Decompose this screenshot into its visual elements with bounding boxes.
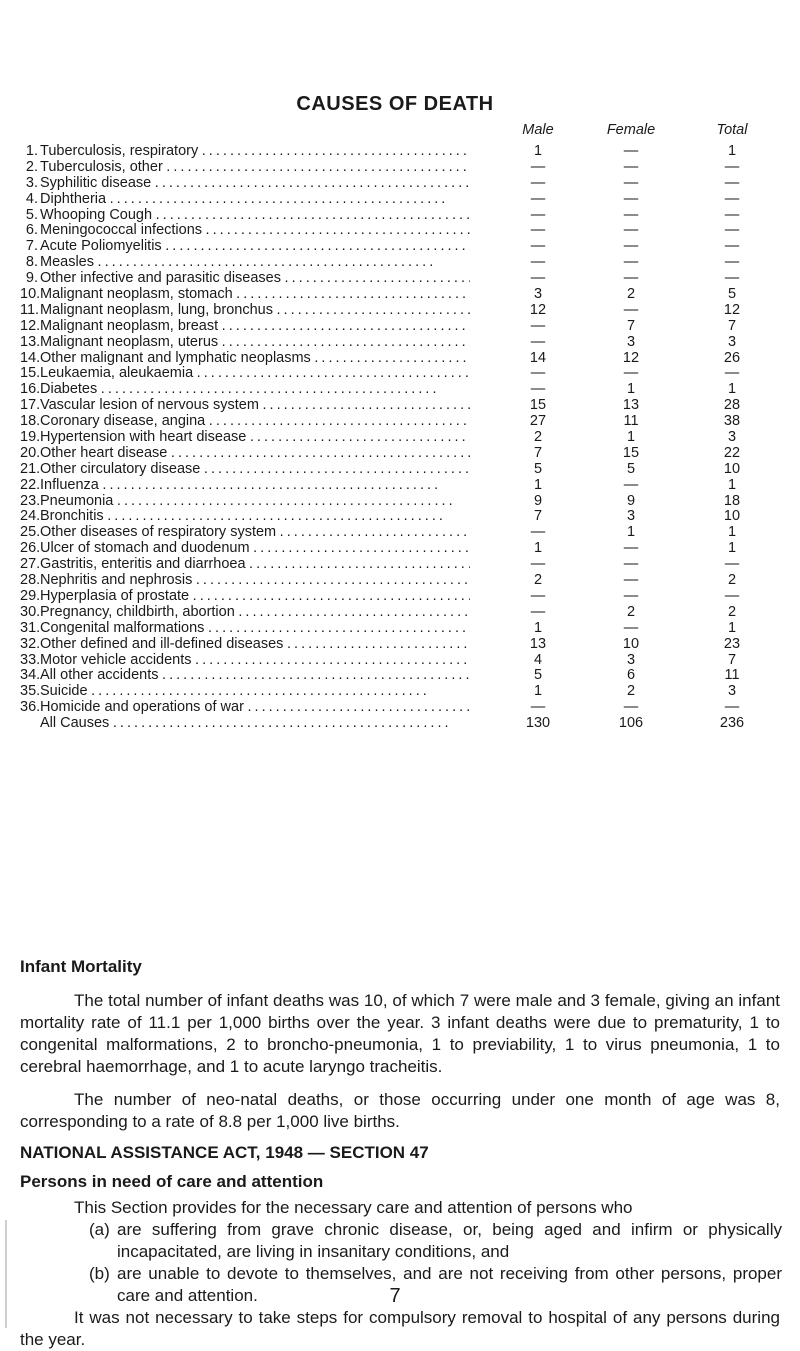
male-value: 27 <box>529 413 547 430</box>
table-row <box>20 541 780 557</box>
total-value: 3 <box>727 429 737 446</box>
total-value: 26 <box>723 349 741 366</box>
female-value: — <box>623 270 639 287</box>
list-marker-b: (b) <box>89 1264 110 1283</box>
male-value: — <box>530 190 546 207</box>
row-number: 35. <box>20 683 41 700</box>
table-row <box>20 509 780 525</box>
table-row <box>20 144 780 160</box>
male-value: 2 <box>533 429 543 446</box>
assistance-closing: It was not necessary to take steps for compulsory removal to hospital of any persons during the year. <box>20 1308 780 1349</box>
total-value: — <box>724 238 740 255</box>
total-value: — <box>724 254 740 271</box>
table-row <box>20 653 780 669</box>
table-row <box>20 303 780 319</box>
row-number: 27. <box>20 556 41 573</box>
cause-label: Coronary disease, angina . . . <box>40 414 470 430</box>
female-value: — <box>623 365 639 382</box>
row-number: 34. <box>20 667 41 684</box>
row-number: 26. <box>20 540 41 557</box>
row-number: 33. <box>20 651 41 668</box>
total-value: 28 <box>723 397 741 414</box>
row-number: 18. <box>20 413 41 430</box>
row-number: 5. <box>25 206 38 223</box>
female-value: — <box>623 301 639 318</box>
row-number: 12. <box>20 317 41 334</box>
row-number: 3. <box>25 174 38 191</box>
cause-label: Bronchitis . . . <box>40 509 470 525</box>
infant-mortality-heading: Infant Mortality <box>20 957 142 976</box>
row-number: 4. <box>25 190 38 207</box>
total-value: 22 <box>723 444 741 461</box>
row-number: 10. <box>20 286 41 303</box>
female-value: 7 <box>626 317 636 334</box>
female-value: 2 <box>626 683 636 700</box>
total-value: 2 <box>727 572 737 589</box>
cause-label: Hypertension with heart disease . . . <box>40 430 470 446</box>
table-body <box>20 144 780 732</box>
female-value: — <box>623 222 639 239</box>
male-value: 4 <box>533 651 543 668</box>
total-value: 23 <box>723 635 741 652</box>
female-value: — <box>623 540 639 557</box>
scan-edge-line <box>5 1220 7 1328</box>
cause-label: Other heart disease . . . <box>40 446 470 462</box>
male-value: 5 <box>533 667 543 684</box>
table-row <box>20 223 780 239</box>
total-value: — <box>724 158 740 175</box>
total-value: — <box>724 699 740 716</box>
table-row <box>20 414 780 430</box>
table-row <box>20 589 780 605</box>
female-value: 3 <box>626 651 636 668</box>
female-value: 2 <box>626 603 636 620</box>
total-value: 1 <box>727 619 737 636</box>
cause-label: All other accidents . . . <box>40 668 470 684</box>
assistance-intro: This Section provides for the necessary care and attention of persons who <box>74 1198 633 1217</box>
table-row <box>20 525 780 541</box>
page-title: CAUSES OF DEATH <box>296 93 494 115</box>
female-value: 6 <box>626 667 636 684</box>
table-row <box>20 382 780 398</box>
cause-label: Hyperplasia of prostate . . . <box>40 589 470 605</box>
male-value: — <box>530 365 546 382</box>
male-value: 1 <box>533 619 543 636</box>
cause-label: Homicide and operations of war . . . <box>40 700 470 716</box>
table-row <box>20 700 780 716</box>
female-value: 13 <box>622 397 640 414</box>
row-number: 13. <box>20 333 41 350</box>
male-value: 1 <box>533 476 543 493</box>
male-value: — <box>530 699 546 716</box>
male-value: — <box>530 270 546 287</box>
total-value: 1 <box>727 381 737 398</box>
female-value: 2 <box>626 286 636 303</box>
table-row <box>20 462 780 478</box>
cause-label: Meningococcal infections . . . <box>40 223 470 239</box>
row-number: 6. <box>25 222 38 239</box>
male-value: — <box>530 524 546 541</box>
female-value: 3 <box>626 508 636 525</box>
female-value: — <box>623 143 639 159</box>
row-number: 31. <box>20 619 41 636</box>
table-row <box>20 573 780 589</box>
cause-label: Influenza . . . <box>40 478 470 494</box>
male-value: 7 <box>533 444 543 461</box>
male-value: — <box>530 206 546 223</box>
assistance-heading: NATIONAL ASSISTANCE ACT, 1948 — SECTION 47 <box>20 1143 429 1162</box>
total-value: 7 <box>727 317 737 334</box>
table-row <box>20 208 780 224</box>
total-value: 5 <box>727 286 737 303</box>
table-row <box>20 366 780 382</box>
row-number: 7. <box>25 238 38 255</box>
table-row <box>20 398 780 414</box>
cause-label: Malignant neoplasm, lung, bronchus . . . <box>40 303 470 319</box>
table-row <box>20 239 780 255</box>
infant-paragraph-2: The number of neo-natal deaths, or those occurring under one month of age was 8, corresponding to a rate of 8.8 per 1,000 live births. <box>20 1090 780 1131</box>
total-value: 3 <box>727 333 737 350</box>
total-value: — <box>724 222 740 239</box>
table-row <box>20 557 780 573</box>
row-number: 15. <box>20 365 41 382</box>
female-value: — <box>623 619 639 636</box>
table-row <box>20 176 780 192</box>
table-header <box>20 122 780 144</box>
cause-label: All Causes . . . <box>40 716 470 732</box>
cause-label: Acute Poliomyelitis . . . <box>40 239 470 255</box>
total-value: 2 <box>727 603 737 620</box>
table-row <box>20 255 780 271</box>
total-value: 18 <box>723 492 741 509</box>
cause-label: Diabetes . . . <box>40 382 470 398</box>
cause-label: Nephritis and nephrosis . . . <box>40 573 470 589</box>
cause-label: Other infective and parasitic diseases . . . <box>40 271 470 287</box>
female-value: 1 <box>626 429 636 446</box>
total-value: 236 <box>719 715 745 732</box>
table-row <box>20 319 780 335</box>
cause-label: Diphtheria . . . <box>40 192 470 208</box>
total-value: 12 <box>723 301 741 318</box>
cause-label: Malignant neoplasm, breast . . . <box>40 319 470 335</box>
cause-label: Other defined and ill-defined diseases . . . <box>40 637 470 653</box>
table-row <box>20 684 780 700</box>
total-value: 38 <box>723 413 741 430</box>
female-value: — <box>623 699 639 716</box>
cause-label: Other circulatory disease . . . <box>40 462 470 478</box>
table-row <box>20 478 780 494</box>
row-number: 9. <box>25 270 38 287</box>
infant-paragraph-1: The total number of infant deaths was 10, of which 7 were male and 3 female, giving an infant mortality rate of 11.1 per 1,000 births over the year. 3 infant deaths were due to prematurity, 1 to congenital malformations, 2 to broncho-pneumonia, 1 to previability, 1 to virus pneumonia, 1 to cerebral haemorrhage, and 1 to acute laryngo tracheitis. <box>20 991 780 1076</box>
list-text-a: are suffering from grave chronic disease, or, being aged and infirm or physically incapacitated, are living in insanitary conditions, and <box>117 1220 782 1261</box>
total-value: 7 <box>727 651 737 668</box>
table-row <box>20 668 780 684</box>
row-number: 17. <box>20 397 41 414</box>
male-value: — <box>530 317 546 334</box>
column-header-female: Female <box>606 122 656 138</box>
total-value: — <box>724 365 740 382</box>
female-value: — <box>623 158 639 175</box>
table-row <box>20 192 780 208</box>
row-number: 20. <box>20 444 41 461</box>
male-value: 13 <box>529 635 547 652</box>
male-value: 3 <box>533 286 543 303</box>
row-number: 21. <box>20 460 41 477</box>
cause-label: Gastritis, enteritis and diarrhoea . . . <box>40 557 470 573</box>
female-value: 15 <box>622 444 640 461</box>
cause-label: Vascular lesion of nervous system . . . <box>40 398 470 414</box>
cause-label: Syphilitic disease . . . <box>40 176 470 192</box>
row-number: 19. <box>20 429 41 446</box>
male-value: — <box>530 333 546 350</box>
female-value: 12 <box>622 349 640 366</box>
row-number: 29. <box>20 587 41 604</box>
cause-label: Measles . . . <box>40 255 470 271</box>
row-number: 36. <box>20 699 41 716</box>
total-value: 1 <box>727 540 737 557</box>
male-value: 15 <box>529 397 547 414</box>
female-value: — <box>623 476 639 493</box>
male-value: 130 <box>525 715 551 732</box>
male-value: 7 <box>533 508 543 525</box>
male-value: 1 <box>533 683 543 700</box>
total-value: — <box>724 556 740 573</box>
female-value: 10 <box>622 635 640 652</box>
female-value: 1 <box>626 524 636 541</box>
row-number: 11. <box>20 301 40 318</box>
table-row <box>20 494 780 510</box>
cause-label: Tuberculosis, respiratory . . . <box>40 144 470 160</box>
female-value: 11 <box>623 413 639 430</box>
total-value: 1 <box>727 143 737 159</box>
male-value: — <box>530 222 546 239</box>
cause-label: Congenital malformations . . . <box>40 621 470 637</box>
male-value: — <box>530 174 546 191</box>
total-value: — <box>724 206 740 223</box>
cause-label: Pregnancy, childbirth, abortion . . . <box>40 605 470 621</box>
column-header-male: Male <box>522 122 554 138</box>
female-value: — <box>623 174 639 191</box>
female-value: — <box>623 572 639 589</box>
male-value: 1 <box>533 143 543 159</box>
male-value: — <box>530 587 546 604</box>
list-item-a <box>89 1219 782 1263</box>
total-value: 1 <box>727 524 737 541</box>
female-value: 1 <box>626 381 636 398</box>
cause-label: Other malignant and lymphatic neoplasms . . . <box>40 351 470 367</box>
row-number: 16. <box>20 381 41 398</box>
total-value: — <box>724 174 740 191</box>
row-number: 30. <box>20 603 41 620</box>
table-row <box>20 335 780 351</box>
row-number: 14. <box>20 349 41 366</box>
row-number: 32. <box>20 635 41 652</box>
cause-label: Whooping Cough . . . <box>40 208 470 224</box>
female-value: — <box>623 587 639 604</box>
male-value: 12 <box>529 301 547 318</box>
male-value: 5 <box>533 460 543 477</box>
cause-label: Malignant neoplasm, uterus . . . <box>40 335 470 351</box>
list-text-b: are unable to devote to themselves, and are not receiving from other persons, proper care and attention. <box>117 1264 782 1305</box>
row-number: 24. <box>20 508 41 525</box>
row-number: 22. <box>20 476 41 493</box>
table-row <box>20 446 780 462</box>
row-number: 2. <box>25 158 38 175</box>
total-value: 3 <box>727 683 737 700</box>
table-row <box>20 605 780 621</box>
female-value: 3 <box>626 333 636 350</box>
assistance-subheading: Persons in need of care and attention <box>20 1172 324 1191</box>
cause-label: Ulcer of stomach and duodenum . . . <box>40 541 470 557</box>
page-number: 7 <box>389 1285 401 1307</box>
male-value: — <box>530 603 546 620</box>
male-value: — <box>530 381 546 398</box>
cause-label: Malignant neoplasm, stomach . . . <box>40 287 470 303</box>
table-row <box>20 430 780 446</box>
male-value: 1 <box>533 540 543 557</box>
total-value: 10 <box>723 508 741 525</box>
cause-label: Suicide . . . <box>40 684 470 700</box>
female-value: 106 <box>618 715 644 732</box>
table-row <box>20 271 780 287</box>
male-value: — <box>530 158 546 175</box>
list-marker-a: (a) <box>89 1220 110 1239</box>
cause-label: Other diseases of respiratory system . . . <box>40 525 470 541</box>
row-number: 1. <box>25 143 38 159</box>
row-number: 8. <box>25 254 38 271</box>
female-value: — <box>623 254 639 271</box>
row-number: 23. <box>20 492 41 509</box>
table-row <box>20 160 780 176</box>
female-value: 9 <box>626 492 636 509</box>
table-row <box>20 351 780 367</box>
male-value: — <box>530 238 546 255</box>
total-value: 10 <box>723 460 741 477</box>
cause-label: Pneumonia . . . <box>40 494 470 510</box>
table-row <box>20 716 780 732</box>
female-value: — <box>623 206 639 223</box>
female-value: 5 <box>626 460 636 477</box>
male-value: 2 <box>533 572 543 589</box>
table-row <box>20 637 780 653</box>
male-value: 9 <box>533 492 543 509</box>
table-row <box>20 621 780 637</box>
cause-label: Motor vehicle accidents . . . <box>40 653 470 669</box>
row-number: 25. <box>20 524 41 541</box>
total-value: — <box>724 190 740 207</box>
female-value: — <box>623 556 639 573</box>
male-value: 14 <box>529 349 547 366</box>
female-value: — <box>623 238 639 255</box>
table-row <box>20 287 780 303</box>
column-header-total: Total <box>716 122 748 138</box>
male-value: — <box>530 556 546 573</box>
female-value: — <box>623 190 639 207</box>
male-value: — <box>530 254 546 271</box>
total-value: 1 <box>727 476 737 493</box>
total-value: — <box>724 587 740 604</box>
cause-label: Tuberculosis, other . . . <box>40 160 470 176</box>
row-number: 28. <box>20 572 41 589</box>
causes-of-death-table <box>20 122 780 732</box>
total-value: 11 <box>724 667 740 684</box>
total-value: — <box>724 270 740 287</box>
cause-label: Leukaemia, aleukaemia . . . <box>40 366 470 382</box>
